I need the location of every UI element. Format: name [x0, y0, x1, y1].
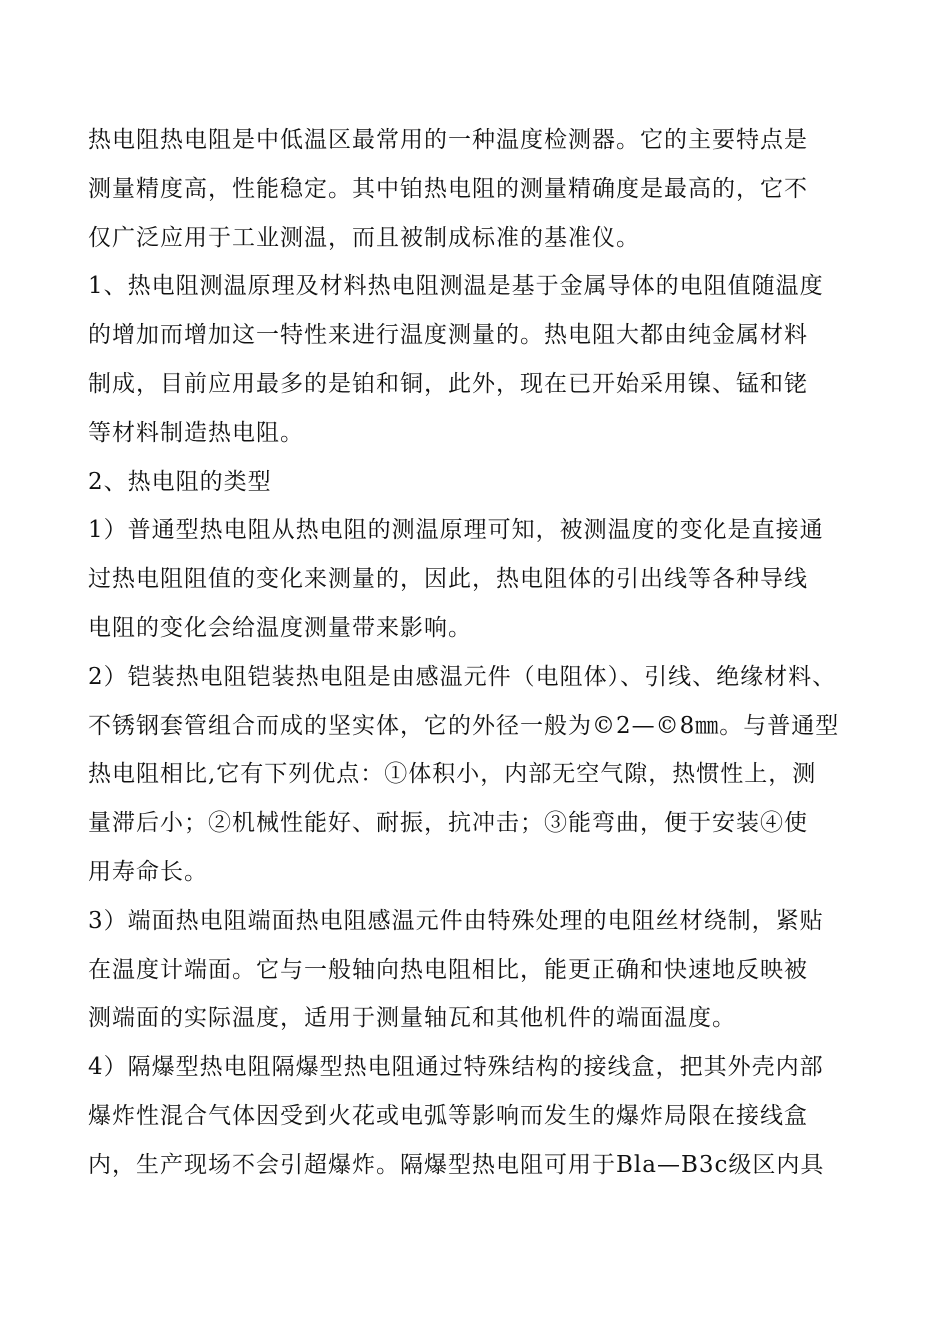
text-line-20: 4）隔爆型热电阻隔爆型热电阻通过特殊结构的接线盒，把其外壳内部 — [88, 1054, 824, 1081]
text-line-2: 测量精度高，性能稳定。其中铂热电阻的测量精确度是最高的，它不 — [88, 175, 808, 202]
text-line-22: 内，生产现场不会引超爆炸。隔爆型热电阻可用于Bla—B3c级区内具 — [88, 1151, 825, 1178]
text-line-4: 1、热电阻测温原理及材料热电阻测温是基于金属导体的电阻值随温度 — [88, 273, 824, 300]
text-line-5: 的增加而增加这一特性来进行温度测量的。热电阻大都由纯金属材料 — [88, 322, 808, 349]
text-line-17: 3）端面热电阻端面热电阻感温元件由特殊处理的电阻丝材绕制，紧贴 — [88, 907, 824, 934]
text-line-19: 测端面的实际温度，适用于测量轴瓦和其他机件的端面温度。 — [88, 1005, 736, 1032]
text-line-6: 制成，目前应用最多的是铂和铜，此外，现在已开始采用镍、锰和铑 — [88, 370, 808, 397]
text-line-15: 量滞后小；②机械性能好、耐振，抗冲击；③能弯曲，便于安装④使 — [88, 810, 808, 837]
text-line-1: 热电阻热电阻是中低温区最常用的一种温度检测器。它的主要特点是 — [88, 127, 808, 153]
text-line-11: 电阻的变化会给温度测量带来影响。 — [88, 614, 472, 641]
text-line-9: 1）普通型热电阻从热电阻的测温原理可知，被测温度的变化是直接通 — [88, 517, 824, 544]
text-line-18: 在温度计端面。它与一般轴向热电阻相比，能更正确和快速地反映被 — [88, 956, 808, 983]
text-line-14: 热电阻相比,它有下列优点：①体积小，内部无空气隙，热惯性上，测 — [88, 761, 817, 788]
document-body — [88, 116, 888, 1190]
text-line-16: 用寿命长。 — [88, 858, 208, 885]
text-line-10: 过热电阻阻值的变化来测量的，因此，热电阻体的引出线等各种导线 — [88, 566, 808, 593]
text-line-13: 不锈钢套管组合而成的坚实体，它的外径一般为©2—©8㎜。与普通型 — [88, 712, 840, 739]
text-line-7: 等材料制造热电阻。 — [88, 419, 304, 446]
text-line-12: 2）铠装热电阻铠装热电阻是由感温元件（电阻体）、引线、绝缘材料、 — [88, 663, 837, 690]
text-line-3: 仅广泛应用于工业测温，而且被制成标准的基准仪。 — [88, 224, 640, 251]
text-line-21: 爆炸性混合气体因受到火花或电弧等影响而发生的爆炸局限在接线盒 — [88, 1102, 808, 1129]
text-line-8: 2、热电阻的类型 — [88, 468, 272, 495]
